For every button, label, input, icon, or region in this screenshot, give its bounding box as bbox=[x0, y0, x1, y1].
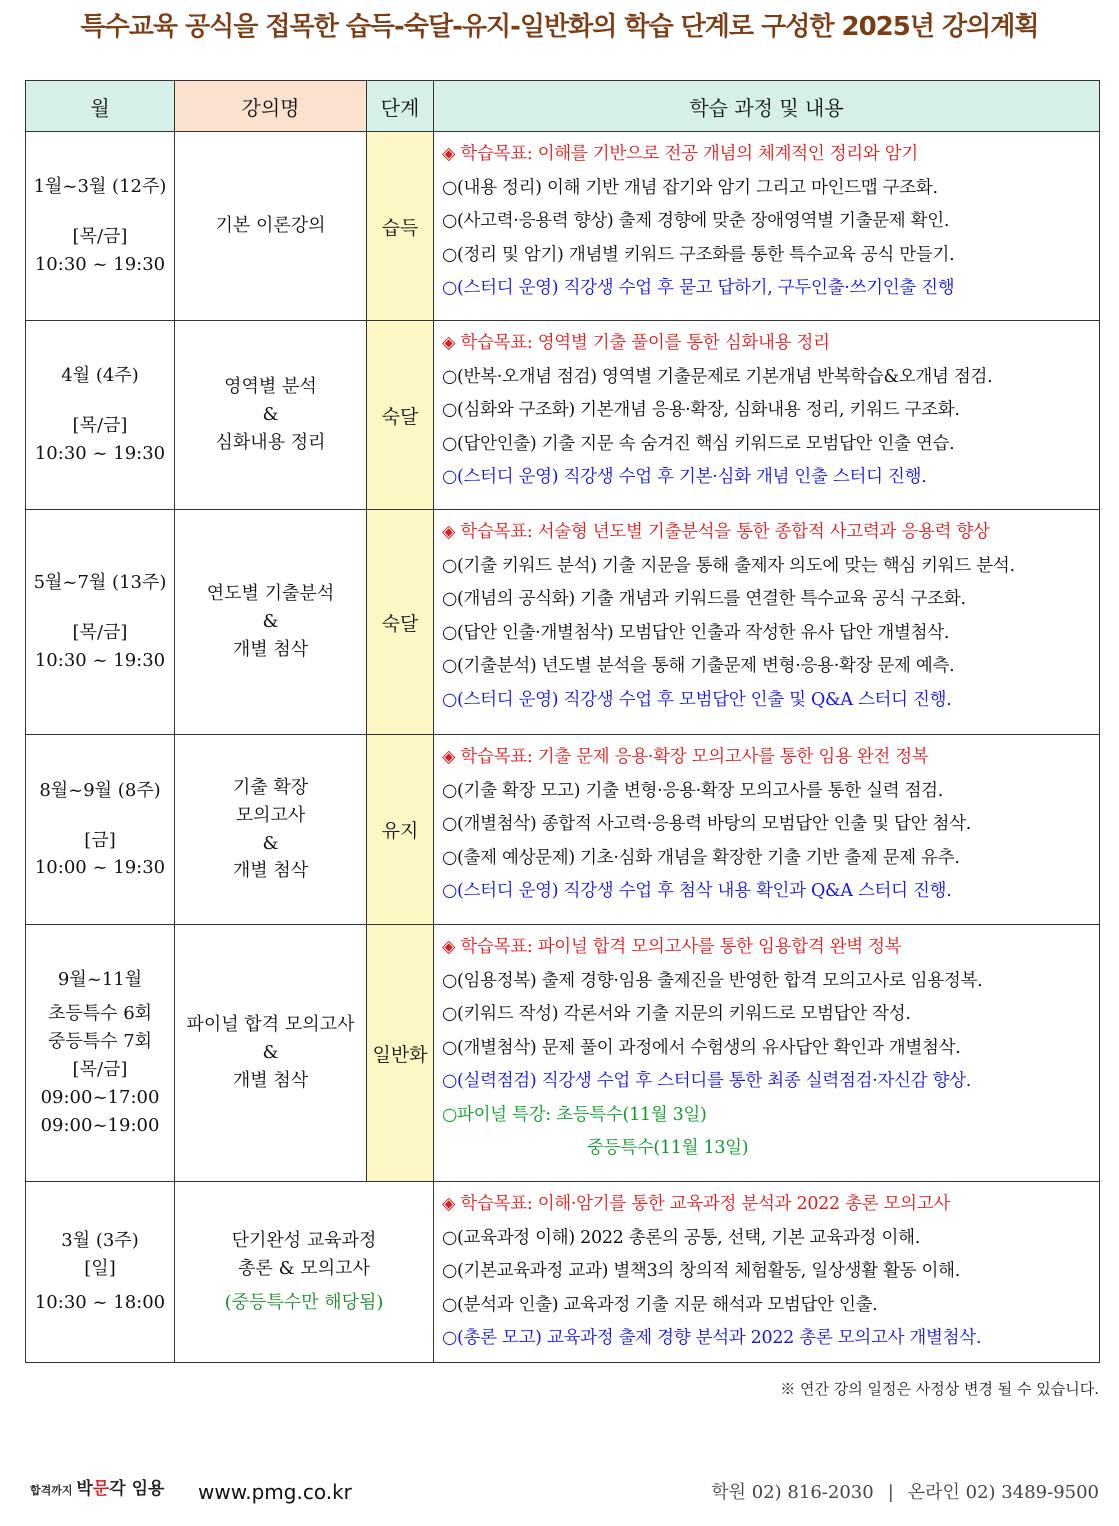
content-item: ○(분석과 인출) 교육과정 기출 지문 해석과 모범답안 인출. bbox=[442, 1294, 878, 1315]
goal-line: ◈ 학습목표: 파이널 합격 모의고사를 통한 임용합격 완벽 정복 bbox=[442, 937, 902, 957]
month-cell bbox=[26, 735, 175, 925]
header-content: 학습 과정 및 내용 bbox=[434, 81, 1100, 132]
content-cell bbox=[434, 735, 1100, 925]
course-name: & bbox=[262, 404, 279, 426]
course-cell bbox=[175, 510, 367, 735]
month-period: 4월 (4주) bbox=[61, 365, 139, 387]
content-item: ○(기출분석) 년도별 분석을 통해 기출문제 변형·응용·확장 문제 예측. bbox=[442, 656, 955, 676]
content-item: ○(출제 예상문제) 기초·심화 개념을 확장한 기출 기반 출제 문제 유추. bbox=[442, 847, 960, 868]
table-row bbox=[26, 735, 1100, 925]
course-cell bbox=[175, 132, 367, 321]
step-cell: 일반화 bbox=[367, 925, 434, 1182]
course-name: 총론 & 모의고사 bbox=[238, 1257, 370, 1279]
goal-line: ◈ 학습목표: 이해를 기반으로 전공 개념의 체계적인 정리와 암기 bbox=[442, 144, 918, 164]
study-line: ○(스터디 운영) 직강생 수업 후 모범답안 인출 및 Q&A 스터디 진행. bbox=[442, 689, 952, 710]
month-time: 10:30 ~ 19:30 bbox=[34, 442, 166, 464]
course-name: 개별 첨삭 bbox=[232, 860, 309, 882]
content-item: ○(내용 정리) 이해 기반 개념 잡기와 암기 그리고 마인드맵 구조화. bbox=[442, 177, 938, 198]
study-line: ○(실력점검) 직강생 수업 후 스터디를 통한 최종 실력점검·자신감 향상. bbox=[442, 1071, 971, 1091]
course-cell bbox=[175, 1182, 434, 1363]
step-cell: 숙달 bbox=[367, 510, 434, 735]
course-cell bbox=[175, 321, 367, 510]
content-item: ○(기본교육과정 교과) 별책3의 창의적 체험활동, 일상생활 활동 이해. bbox=[442, 1261, 960, 1281]
content-item: ○(반복·오개념 점검) 영역별 기출문제로 기본개념 반복학습&오개념 점검. bbox=[442, 366, 993, 387]
course-name: 개별 첨삭 bbox=[232, 1069, 309, 1091]
content-item: ○(교육과정 이해) 2022 총론의 공통, 선택, 기본 교육과정 이해. bbox=[442, 1227, 920, 1248]
course-name: & bbox=[262, 832, 279, 854]
step-cell: 습득 bbox=[367, 132, 434, 321]
content-item: ○(개별첨삭) 종합적 사고력·응용력 바탕의 모범답안 인출 및 답안 첨삭. bbox=[442, 814, 971, 834]
content-item: ○(사고력·응용력 향상) 출제 경향에 맞춘 장애영역별 기출문제 확인. bbox=[442, 211, 950, 231]
goal-line: ◈ 학습목표: 서술형 년도별 기출분석을 통한 종합적 사고력과 응용력 향상 bbox=[442, 522, 990, 542]
table-row bbox=[26, 510, 1100, 735]
content-item: ○(개념의 공식화) 기출 개념과 키워드를 연결한 특수교육 공식 구조화. bbox=[442, 589, 966, 609]
month-time: 09:00~19:00 bbox=[40, 1114, 160, 1136]
month-days: [목/금] bbox=[72, 415, 128, 437]
goal-line: ◈ 학습목표: 이해·암기를 통한 교육과정 분석과 2022 총론 모의고사 bbox=[442, 1194, 950, 1214]
month-period: 8월~9월 (8주) bbox=[39, 779, 161, 801]
table-header-row bbox=[26, 81, 1100, 132]
header-month: 월 bbox=[26, 81, 175, 132]
month-period: 3월 (3주) bbox=[61, 1229, 139, 1251]
course-cell bbox=[175, 735, 367, 925]
course-name: 심화내용 정리 bbox=[215, 431, 326, 453]
month-days: [목/금] bbox=[72, 226, 128, 248]
website-link[interactable]: www.pmg.co.kr bbox=[198, 1480, 352, 1504]
study-line: ○(스터디 운영) 직강생 수업 후 첨삭 내용 확인과 Q&A 스터디 진행. bbox=[442, 881, 952, 901]
online-phone: 온라인 02) 3489-9500 bbox=[907, 1482, 1099, 1503]
content-item: ○(정리 및 암기) 개념별 키워드 구조화를 통한 특수교육 공식 만들기. bbox=[442, 244, 955, 265]
course-name: 기본 이론강의 bbox=[215, 215, 326, 237]
month-days: [일] bbox=[84, 1257, 116, 1279]
goal-line: ◈ 학습목표: 영역별 기출 풀이를 통한 심화내용 정리 bbox=[442, 333, 830, 353]
month-period: 5월~7월 (13주) bbox=[33, 572, 167, 594]
page-title: 특수교육 공식을 접목한 습득-숙달-유지-일반화의 학습 단계로 구성한 2025년 강의계획 bbox=[80, 12, 1039, 42]
month-time: 09:00~17:00 bbox=[40, 1086, 160, 1108]
course-name: & bbox=[262, 611, 279, 633]
month-days: [금] bbox=[84, 829, 116, 851]
logo-tagline: 합격까지 bbox=[30, 1484, 73, 1497]
month-time: 10:00 ~ 19:30 bbox=[34, 857, 166, 879]
course-name: 모의고사 bbox=[235, 804, 306, 826]
logo-brand: 박문각 임용 bbox=[76, 1479, 165, 1499]
content-item: ○(답안인출) 기출 지문 속 숨겨진 핵심 키워드로 모범답안 인출 연습. bbox=[442, 433, 955, 454]
academy-phone: 학원 02) 816-2030 bbox=[711, 1482, 874, 1503]
course-name: 영역별 분석 bbox=[224, 376, 317, 398]
content-cell bbox=[434, 510, 1100, 735]
study-line: ○(스터디 운영) 직강생 수업 후 기본·심화 개념 인출 스터디 진행. bbox=[442, 467, 927, 487]
month-cell bbox=[26, 510, 175, 735]
content-cell bbox=[434, 321, 1100, 510]
month-cell bbox=[26, 925, 175, 1182]
course-note: (중등특수만 해당됨) bbox=[224, 1291, 384, 1313]
course-name: & bbox=[262, 1042, 279, 1064]
study-line: ○(총론 모고) 교육과정 출제 경향 분석과 2022 총론 모의고사 개별첨삭. bbox=[442, 1328, 982, 1348]
content-item: ○(답안 인출·개별첨삭) 모범답안 인출과 작성한 유사 답안 개별첨삭. bbox=[442, 622, 950, 643]
content-item: ○(임용정복) 출제 경향·임용 출제진을 반영한 합격 모의고사로 임용정복. bbox=[442, 970, 983, 991]
content-cell bbox=[434, 132, 1100, 321]
content-cell bbox=[434, 1182, 1100, 1363]
course-name: 기출 확장 bbox=[232, 776, 309, 798]
content-item: ○(기출 확장 모고) 기출 변형·응용·확장 모의고사를 통한 실력 점검. bbox=[442, 780, 944, 801]
step-cell: 유지 bbox=[367, 735, 434, 925]
lecture-plan-table bbox=[25, 80, 1100, 1363]
final-lecture-line: 중등특수(11월 13일) bbox=[587, 1138, 749, 1158]
month-time: 10:30 ~ 18:00 bbox=[34, 1291, 166, 1313]
table-row bbox=[26, 321, 1100, 510]
course-name: 연도별 기출분석 bbox=[206, 583, 335, 605]
final-lecture-line: ○파이널 특강: 초등특수(11월 3일) bbox=[442, 1104, 707, 1125]
month-cell bbox=[26, 321, 175, 510]
header-step: 단계 bbox=[367, 81, 434, 132]
content-cell bbox=[434, 925, 1100, 1182]
month-days: [목/금] bbox=[72, 622, 128, 644]
content-item: ○(기출 키워드 분석) 기출 지문을 통해 출제자 의도에 맞는 핵심 키워드 분석. bbox=[442, 555, 1015, 576]
course-name: 개별 첨삭 bbox=[232, 638, 309, 660]
month-secondary: 중등특수 7회 bbox=[47, 1031, 153, 1053]
course-name: 파이널 합격 모의고사 bbox=[186, 1014, 355, 1036]
header-course: 강의명 bbox=[175, 81, 367, 132]
step-cell: 숙달 bbox=[367, 321, 434, 510]
table-row bbox=[26, 132, 1100, 321]
table-row bbox=[26, 925, 1100, 1182]
month-time: 10:30 ~ 19:30 bbox=[34, 253, 166, 275]
month-cell bbox=[26, 1182, 175, 1363]
content-item: ○(개별첨삭) 문제 풀이 과정에서 수험생의 유사답안 확인과 개별첨삭. bbox=[442, 1037, 961, 1058]
brand-logo bbox=[30, 1474, 164, 1499]
content-item: ○(키워드 작성) 각론서와 기출 지문의 키워드로 모범답안 작성. bbox=[442, 1004, 911, 1024]
content-item: ○(심화와 구조화) 기본개념 응용·확장, 심화내용 정리, 키워드 구조화. bbox=[442, 400, 960, 420]
month-elementary: 초등특수 6회 bbox=[47, 1003, 153, 1025]
month-period: 1월~3월 (12주) bbox=[33, 176, 167, 198]
study-line: ○(스터디 운영) 직강생 수업 후 묻고 답하기, 구두인출·쓰기인출 진행 bbox=[442, 278, 955, 298]
month-days: [목/금] bbox=[72, 1059, 128, 1080]
contact-info bbox=[711, 1478, 1099, 1504]
month-time: 10:30 ~ 19:30 bbox=[34, 649, 166, 671]
month-cell bbox=[26, 132, 175, 321]
schedule-note: ※ 연간 강의 일정은 사정상 변경 될 수 있습니다. bbox=[780, 1380, 1099, 1398]
course-cell bbox=[175, 925, 367, 1182]
course-name: 단기완성 교육과정 bbox=[231, 1229, 377, 1251]
month-period: 9월~11월 bbox=[57, 969, 143, 991]
goal-line: ◈ 학습목표: 기출 문제 응용·확장 모의고사를 통한 임용 완전 정복 bbox=[442, 747, 929, 767]
contact-separator: | bbox=[887, 1482, 894, 1503]
table-row bbox=[26, 1182, 1100, 1363]
